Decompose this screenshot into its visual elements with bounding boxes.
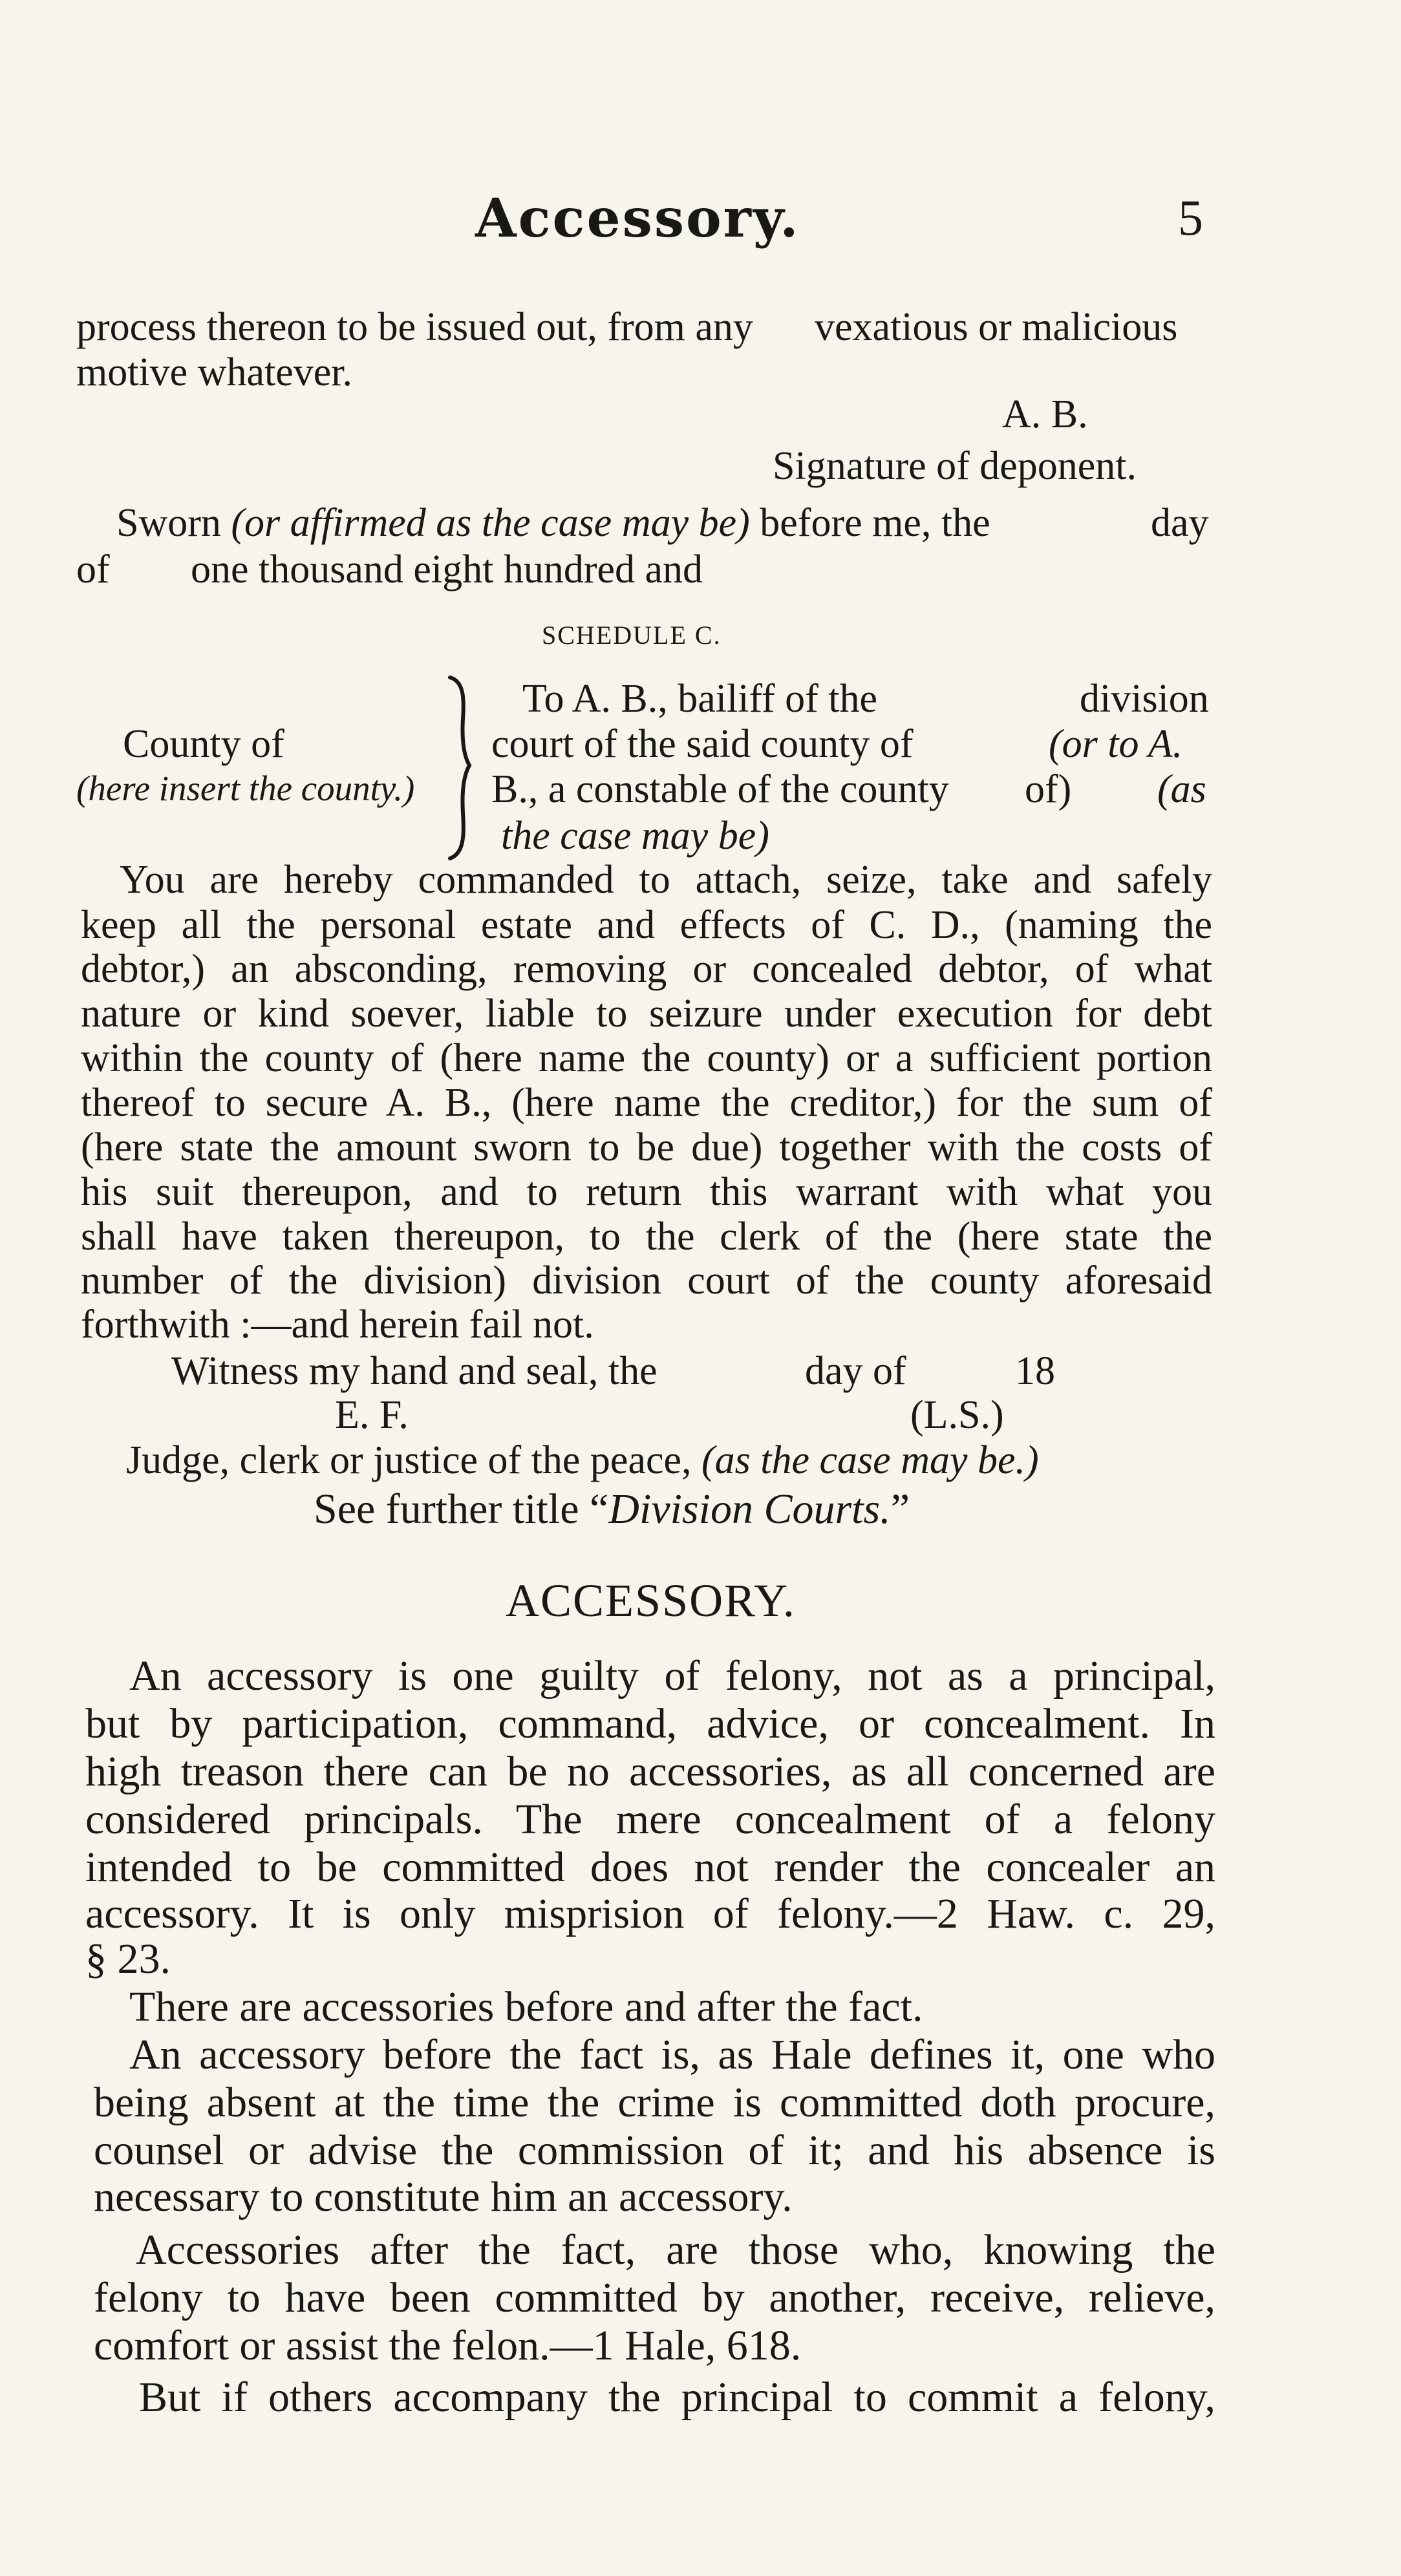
judge-line [126, 1440, 1039, 1480]
para1-line-2: but by participation, command, advice, or concealment. In [85, 1700, 1215, 1747]
para1-line-5: intended to be committed does not render the concealer an [85, 1844, 1215, 1891]
schedule-title: SCHEDULE C. [542, 621, 722, 650]
schedule-address-1a: To A. B., bailiff of the [522, 677, 878, 721]
para3-line-1: An accessory before the fact is, as Hale defines it, one who [129, 2031, 1215, 2078]
para1-line-4: considered principals. The mere concealment of a felony [85, 1796, 1215, 1843]
schedule-address-3c: (as [1157, 767, 1206, 811]
para5-line-1: But if others accompany the principal to commit a felony, [139, 2374, 1215, 2421]
warrant-line-5: within the county of (here name the county) or a sufficient portion [81, 1036, 1212, 1080]
sworn-year-line: one thousand eight hundred and [191, 548, 703, 591]
deponent-signature-label: Signature of deponent. [773, 444, 1137, 488]
witness-day-of: day of [805, 1349, 906, 1393]
sworn-line [116, 503, 990, 543]
para1-line-7: § 23. [85, 1935, 171, 1983]
affidavit-line-2: motive whatever. [76, 350, 352, 394]
para1-line-6: accessory. It is only misprision of felony.—2 Haw. c. 29, [85, 1890, 1215, 1937]
schedule-address-3a: B., a constable of the county [491, 767, 949, 811]
witness-year: 18 [1015, 1349, 1055, 1393]
schedule-address-2b: (or to A. [1049, 722, 1183, 766]
page-number: 5 [1178, 189, 1203, 246]
affidavit-line-1b: vexatious or malicious [815, 305, 1178, 349]
para3-line-3: counsel or advise the commission of it; and his absence is [94, 2127, 1215, 2174]
judge-text: Judge, clerk or justice of the peace, [126, 1438, 692, 1482]
see-further-ref: Division Courts. [608, 1485, 891, 1533]
para1-line-3: high treason there can be no accessories, as all concerned are [85, 1748, 1215, 1795]
schedule-address-2a: court of the said county of [491, 722, 914, 766]
para3-line-4: necessary to constitute him an accessory. [94, 2173, 793, 2220]
warrant-line-10: number of the division) division court of the county aforesaid [81, 1259, 1212, 1303]
deponent-initials: A. B. [1002, 392, 1088, 436]
para4-line-2: felony to have been committed by another, receive, relieve, [94, 2274, 1215, 2321]
para3-line-2: being absent at the time the crime is committed doth procure, [94, 2079, 1215, 2126]
warrant-line-3: debtor,) an absconding, removing or concealed debtor, of what [81, 947, 1212, 991]
sworn-word: Sworn [116, 501, 221, 545]
judge-case-note: (as the case may be.) [701, 1438, 1039, 1482]
sworn-parenthetical: (or affirmed as the case may be) [231, 501, 750, 545]
warrant-line-9: shall have taken thereupon, to the clerk of the (here state the [81, 1215, 1212, 1259]
section-heading: ACCESSORY. [506, 1575, 796, 1626]
county-of-label: County of [123, 722, 284, 766]
warrant-line-7: (here state the amount sworn to be due) together with the costs of [81, 1125, 1212, 1169]
see-further-prefix: See further title “ [314, 1485, 609, 1533]
para2: There are accessories before and after the fact. [129, 1983, 923, 2030]
signatory-initials: E. F. [335, 1393, 409, 1437]
para4-line-3: comfort or assist the felon.—1 Hale, 618. [94, 2322, 802, 2369]
warrant-line-6: thereof to secure A. B., (here name the creditor,) for the sum of [81, 1081, 1212, 1125]
affidavit-line-1a: process thereon to be issued out, from any [76, 305, 753, 349]
sworn-of: of [76, 548, 110, 591]
para4-line-1: Accessories after the fact, are those who, knowing the [136, 2226, 1215, 2273]
running-title: Accessory. [475, 187, 800, 250]
para1-line-1: An accessory is one guilty of felony, not as a principal, [129, 1652, 1215, 1699]
see-further-title [314, 1485, 910, 1533]
warrant-line-2: keep all the personal estate and effects of C. D., (naming the [81, 903, 1212, 947]
schedule-address-1b: division [1080, 677, 1209, 721]
schedule-address-4: the case may be) [501, 814, 769, 858]
sworn-day: day [1151, 501, 1209, 545]
warrant-line-1: You are hereby commanded to attach, seize, take and safely [120, 858, 1212, 902]
warrant-line-4: nature or kind soever, liable to seizure under execution for debt [81, 992, 1212, 1036]
warrant-forthwith: forthwith :—and herein fail not. [81, 1303, 594, 1347]
witness-line: Witness my hand and seal, the [171, 1349, 658, 1393]
insert-county-note: (here insert the county.) [76, 769, 415, 808]
curly-brace-icon [445, 674, 475, 861]
schedule-address-3b: of) [1025, 767, 1072, 811]
seal-mark: (L.S.) [910, 1393, 1004, 1437]
warrant-line-8: his suit thereupon, and to return this warrant with what you [81, 1170, 1212, 1214]
sworn-before: before me, the [760, 501, 990, 545]
see-further-suffix: ” [890, 1485, 910, 1533]
